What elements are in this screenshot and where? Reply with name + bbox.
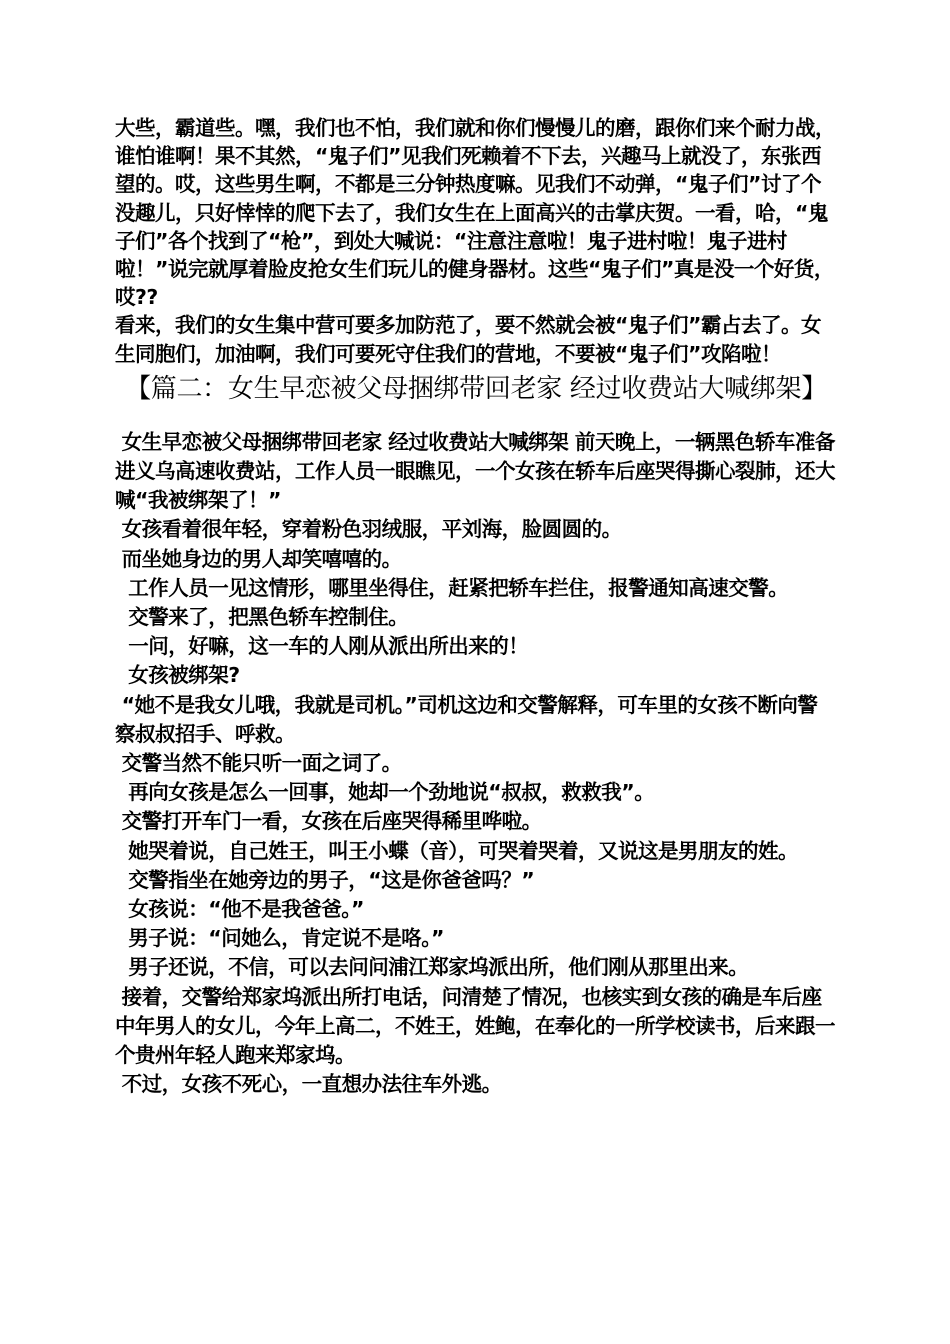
paragraph: 女孩看着很年轻，穿着粉色羽绒服，平刘海，脸圆圆的。	[115, 517, 622, 542]
paragraph: 男子还说，不信，可以去问问浦江郑家坞派出所，他们刚从那里出来。	[115, 955, 749, 980]
paragraph: “她不是我女儿哦，我就是司机。”司机这边和交警解释，可车里的女孩不断向警察叔叔招手、呼救。	[115, 692, 818, 746]
paragraph: 交警来了，把黑色轿车控制住。	[115, 605, 409, 630]
paragraph: 不过，女孩不死心，一直想办法往车外逃。	[115, 1072, 502, 1097]
paragraph: 女生早恋被父母捆绑带回老家 经过收费站大喊绑架 前天晚上，一辆黑色轿车准备进义乌高速收费站，工作人员一眼瞧见，一个女孩在轿车后座哭得撕心裂肺，还大喊“我被绑架了！”	[115, 429, 835, 513]
paragraph: 再向女孩是怎么一回事，她却一个劲地说“叔叔，救救我”。	[115, 780, 655, 805]
paragraph: 她哭着说，自己姓王，叫王小蝶（音），可哭着哭着，又说这是男朋友的姓。	[115, 838, 799, 863]
paragraph: 女孩被绑架?	[115, 663, 240, 688]
section-one	[115, 114, 837, 368]
paragraph: 工作人员一见这情形，哪里坐得住，赶紧把轿车拦住，报警通知高速交警。	[115, 575, 789, 600]
paragraph: 交警打开车门一看，女孩在后座哭得稀里哗啦。	[115, 809, 542, 834]
paragraph: 看来，我们的女生集中营可要多加防范了，要不然就会被“鬼子们”霸占去了。女生同胞们，加油啊，我们可要死守住我们的营地，不要被“鬼子们”攻陷啦！	[115, 313, 821, 366]
paragraph: 一问，好嘛，这一车的人刚从派出所出来的！	[115, 634, 529, 659]
paragraph: 女孩说：“他不是我爸爸。”	[115, 897, 364, 922]
paragraph: 交警当然不能只听一面之词了。	[115, 751, 402, 776]
section-two	[115, 428, 837, 1100]
paragraph: 接着，交警给郑家坞派出所打电话，问清楚了情况，也核实到女孩的确是车后座中年男人的女儿，今年上高二，不姓王，姓鲍，在奉化的一所学校读书，后来跟一个贵州年轻人跑来郑家坞。	[115, 984, 835, 1068]
document-page	[115, 114, 837, 1100]
section-heading: 【篇二：女生早恋被父母捆绑带回老家 经过收费站大喊绑架】	[125, 373, 827, 404]
paragraph: 而坐她身边的男人却笑嘻嘻的。	[115, 546, 402, 571]
paragraph: 交警指坐在她旁边的男子，“这是你爸爸吗？”	[115, 867, 535, 892]
paragraph: 大些，霸道些。嘿，我们也不怕，我们就和你们慢慢儿的磨，跟你们来个耐力战，谁怕谁啊！果不其然，“鬼子们”见我们死赖着不下去，兴趣马上就没了，东张西望的。哎，这些男生啊，不都是三分钟热度嘛。见我们不动弹，“鬼子们”讨了个没趣儿，只好悻悻的爬下去了，我们女生在上面高兴的击掌庆贺。一看，哈，“鬼子们”各个找到了“枪”，到处大喊说：“注意注意啦！鬼子进村啦！鬼子进村啦！”说完就厚着脸皮抢女生们玩儿的健身器材。这些“鬼子们”真是没一个好货，哎??	[115, 116, 835, 310]
paragraph: 男子说：“问她么，肯定说不是咯。”	[115, 926, 444, 951]
